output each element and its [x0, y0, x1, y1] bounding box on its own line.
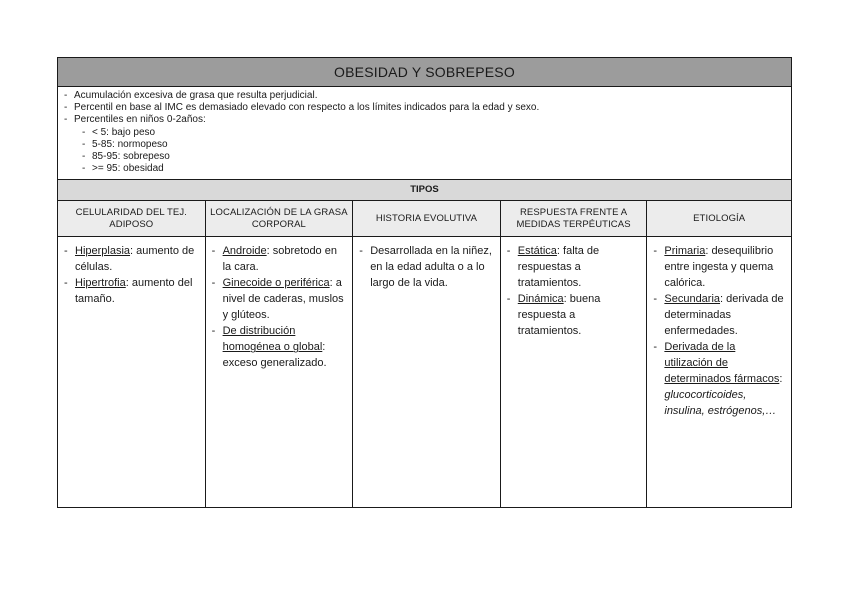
term-desc: : buena respuesta a tratamientos.: [517, 293, 601, 338]
term: Hiperplasia: [75, 245, 131, 258]
list-item: [64, 275, 199, 307]
tipos-header: TIPOS: [58, 180, 791, 201]
intro-section: [58, 87, 791, 180]
percentile-item: - >= 95: obesidad: [82, 163, 785, 175]
term: Secundaria: [664, 293, 721, 306]
term: Dinámica: [517, 293, 564, 306]
term-desc: : desequilibrio entre ingesta y quema calórica.: [664, 245, 774, 290]
percentile-item: - < 5: bajo peso: [82, 127, 785, 139]
column-header: LOCALIZACIÓN DE LA GRASA CORPORAL: [206, 201, 353, 237]
term: Androide: [222, 245, 267, 258]
column-header: HISTORIA EVOLUTIVA: [353, 201, 500, 237]
column-respuesta: [501, 201, 648, 507]
intro-item: - Acumulación excesiva de grasa que resulta perjudicial.: [64, 90, 785, 102]
term-desc: : exceso generalizado.: [222, 341, 327, 370]
term-desc: : aumento de células.: [75, 245, 195, 274]
column-body: [206, 237, 353, 507]
list-item: [653, 291, 785, 339]
column-header: ETIOLOGÍA: [647, 201, 791, 237]
term: Ginecoide o periférica: [222, 277, 330, 290]
term-desc: : aumento del tamaño.: [75, 277, 193, 306]
intro-item: [64, 114, 785, 175]
term: Hipertrofia: [75, 277, 126, 290]
column-body: [58, 237, 205, 507]
percentile-item: - 5-85: normopeso: [82, 139, 785, 151]
table-title: OBESIDAD Y SOBREPESO: [58, 58, 791, 87]
term: Estática: [517, 245, 557, 258]
list-item: [507, 291, 641, 339]
list-item: [64, 243, 199, 275]
term: De distribución homogénea o global: [222, 325, 323, 354]
intro-item: - Percentil en base al IMC es demasiado elevado con respecto a los límites indicados para la edad y sexo.: [64, 102, 785, 114]
column-etiologia: [647, 201, 791, 507]
intro-list: [64, 90, 785, 175]
term-desc: : a nivel de caderas, muslos y glúteos.: [222, 277, 344, 322]
types-grid: [58, 201, 791, 507]
column-historia: [353, 201, 501, 507]
term: Derivada de la utilización de determinados fármacos: [664, 341, 780, 386]
list-item: [212, 243, 347, 275]
list-item: [212, 323, 347, 371]
list-item: [653, 243, 785, 291]
list-item: - Desarrollada en la niñez, en la edad adulta o a lo largo de la vida.: [359, 243, 494, 291]
column-celularidad: [58, 201, 206, 507]
drug-examples: glucocorticoides, insulina, estrógenos,…: [664, 389, 777, 418]
column-body: [647, 237, 791, 507]
column-body: [501, 237, 647, 507]
term-desc: : sobretodo en la cara.: [222, 245, 337, 274]
list-item: [653, 339, 785, 419]
list-item: [212, 275, 347, 323]
term-desc: : derivada de determinadas enfermedades.: [664, 293, 784, 338]
obesity-table: [57, 57, 792, 508]
column-header: CELULARIDAD DEL TEJ. ADIPOSO: [58, 201, 205, 237]
percentile-list: [74, 127, 785, 176]
column-header: RESPUESTA FRENTE A MEDIDAS TERPÉUTICAS: [501, 201, 647, 237]
column-body: [353, 237, 500, 507]
list-item: [507, 243, 641, 291]
intro-item-text: Percentiles en niños 0-2años:: [74, 114, 206, 126]
term-desc: :: [779, 373, 783, 386]
column-localizacion: [206, 201, 354, 507]
term-desc: : falta de respuestas a tratamientos.: [517, 245, 600, 290]
term: Primaria: [664, 245, 706, 258]
percentile-item: - 85-95: sobrepeso: [82, 151, 785, 163]
